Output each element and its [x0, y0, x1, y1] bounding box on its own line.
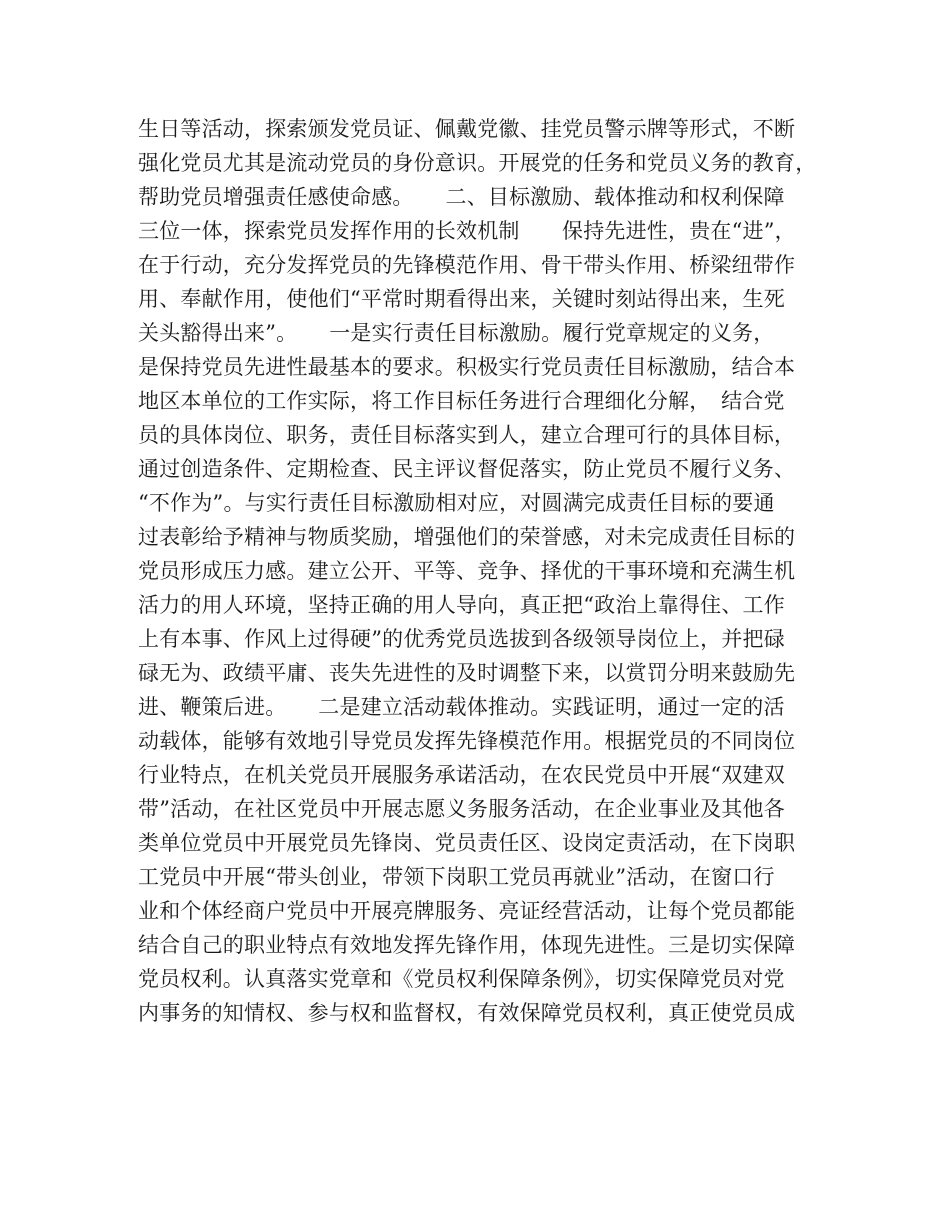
text-line: 关头豁得出来”。 一是实行责任目标激励。履行党章规定的义务，: [138, 321, 775, 345]
text-line: 地区本单位的工作实际，将工作目标任务进行合理细化分解， 结合党: [138, 389, 785, 413]
text-line: 带”活动，在社区党员中开展志愿义务服务活动，在企业事业及其他各: [138, 797, 785, 821]
text-line: 行业特点，在机关党员开展服务承诺活动，在农民党员中开展“双建双: [138, 763, 785, 787]
text-line: 强化党员尤其是流动党员的身份意识。开展党的任务和党员义务的教育，: [138, 151, 817, 175]
text-line: 是保持党员先进性最基本的要求。积极实行党员责任目标激励，结合本: [138, 355, 796, 379]
text-line: “不作为”。与实行责任目标激励相对应，对圆满完成责任目标的要通: [138, 491, 775, 515]
text-line: 进、鞭策后进。 二是建立活动载体推动。实践证明，通过一定的活: [138, 695, 785, 719]
text-line: 过表彰给予精神与物质奖励，增强他们的荣誉感，对未完成责任目标的: [138, 525, 796, 549]
text-line: 工党员中开展“带头创业，带领下岗职工党员再就业”活动，在窗口行: [138, 865, 775, 889]
body-text: [138, 112, 838, 1030]
text-line: 用、奉献作用，使他们“平常时期看得出来，关键时刻站得出来，生死: [138, 287, 785, 311]
text-line: 业和个体经商户党员中开展亮牌服务、亮证经营活动，让每个党员都能: [138, 899, 796, 923]
text-line: 结合自己的职业特点有效地发挥先锋作用，体现先进性。三是切实保障: [138, 933, 796, 957]
text-line: 上有本事、作风上过得硬”的优秀党员选拔到各级领导岗位上，并把碌: [138, 627, 785, 651]
text-line: 活力的用人环境，坚持正确的用人导向，真正把“政治上靠得住、工作: [138, 593, 785, 617]
text-line: 党员形成压力感。建立公开、平等、竞争、择优的干事环境和充满生机: [138, 559, 796, 583]
text-line: 在于行动，充分发挥党员的先锋模范作用、骨干带头作用、桥梁纽带作: [138, 253, 796, 277]
text-line: 帮助党员增强责任感使命感。 二、目标激励、载体推动和权利保障: [138, 185, 785, 209]
text-line: 碌无为、政绩平庸、丧失先进性的及时调整下来，以赏罚分明来鼓励先: [138, 661, 796, 685]
text-line: 三位一体，探索党员发挥作用的长效机制 保持先进性，贵在“进”，: [138, 219, 796, 243]
text-line: 党员权利。认真落实党章和《党员权利保障条例》，切实保障党员对党: [138, 967, 785, 991]
text-line: 生日等活动，探索颁发党员证、佩戴党徽、挂党员警示牌等形式，不断: [138, 117, 796, 141]
text-line: 通过创造条件、定期检查、民主评议督促落实，防止党员不履行义务、: [138, 457, 796, 481]
text-line: 类单位党员中开展党员先锋岗、党员责任区、设岗定责活动，在下岗职: [138, 831, 796, 855]
text-line: 员的具体岗位、职务，责任目标落实到人，建立合理可行的具体目标，: [138, 423, 796, 447]
text-line: 动载体，能够有效地引导党员发挥先锋模范作用。根据党员的不同岗位: [138, 729, 796, 753]
text-line: 内事务的知情权、参与权和监督权，有效保障党员权利，真正使党员成: [138, 1001, 796, 1025]
